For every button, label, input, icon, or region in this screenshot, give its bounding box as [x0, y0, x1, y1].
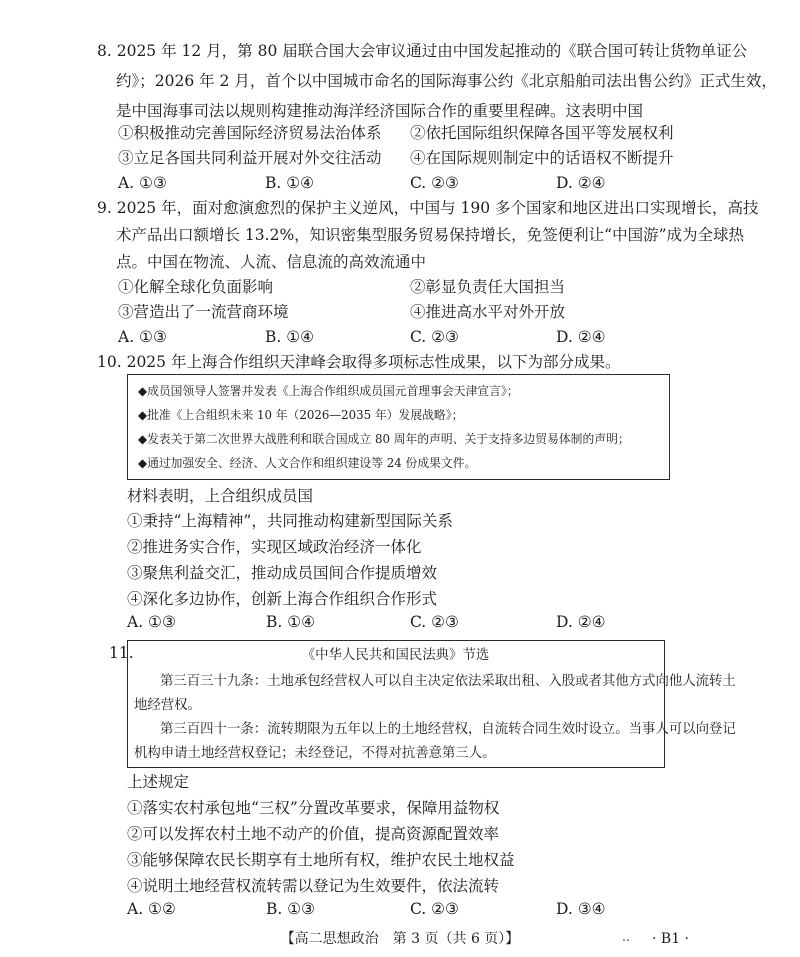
footer-code: · B1 · — [652, 931, 689, 947]
q8-item-4: ④在国际规则制定中的话语权不断提升 — [410, 149, 674, 167]
q11-law-box — [127, 640, 736, 768]
q11-box-line-1: 第三百三十九条：土地承包经营权人可以自主决定依法采取出租、入股或者其他方式向他人流转土 — [160, 674, 736, 689]
q9-option-d: D. ②④ — [556, 328, 606, 346]
q10-box-line-3: ◆发表关于第二次世界大战胜利和联合国成立 80 周年的声明、关于支持多边贸易体制的声明； — [138, 432, 630, 446]
q8-item-1: ①积极推动完善国际经济贸易法治体系 — [118, 124, 382, 142]
q11-item-2: ②可以发挥农村土地不动产的价值，提高资源配置效率 — [127, 825, 500, 843]
q10-stem: 10. 2025 年上海合作组织天津峰会取得多项标志性成果，以下为部分成果。 — [97, 353, 621, 371]
q10-item-1: ①秉持“上海精神”，共同推动构建新型国际关系 — [127, 512, 453, 530]
q10-box-line-1: ◆成员国领导人签署并发表《上海合作组织成员国元首理事会天津宣言》； — [138, 384, 519, 398]
q11-option-a: A. ①② — [127, 900, 176, 918]
q10-item-3: ③聚焦利益交汇，推动成员国间合作提质增效 — [127, 564, 438, 582]
footer-page-info: 【高二思想政治 第 3 页（共 6 页）】 — [280, 931, 520, 947]
q8-stem-line-1: 8. 2025 年 12 月，第 80 届联合国大会审议通过由中国发起推动的《联合国可转让货物单证公 — [97, 42, 748, 60]
q9-option-a: A. ①③ — [118, 328, 167, 346]
q8-item-2: ②依托国际组织保障各国平等发展权利 — [410, 124, 674, 142]
q9-item-1: ①化解全球化负面影响 — [118, 278, 274, 296]
q10-box-line-2: ◆批准《上合组织未来 10 年（2026—2035 年）发展战略》； — [138, 408, 464, 422]
q8-option-a: A. ①③ — [118, 174, 167, 192]
q11-option-b: B. ①③ — [266, 900, 316, 918]
q9-item-4: ④推进高水平对外开放 — [410, 303, 566, 321]
q9-option-c: C. ②③ — [410, 328, 459, 346]
q11-option-d: D. ③④ — [556, 900, 606, 918]
q8-stem-line-2: 约》；2026 年 2 月，首个以中国城市命名的国际海事公约《北京船舶司法出售公约》正式生效， — [116, 72, 777, 90]
q10-box-line-4: ◆通过加强安全、经济、人文合作和组织建设等 24 份成果文件。 — [138, 456, 477, 470]
q11-lead: 上述规定 — [127, 773, 190, 791]
q11-item-1: ①落实农村承包地“三权”分置改革要求，保障用益物权 — [127, 799, 500, 817]
q8-item-3: ③立足各国共同利益开展对外交往活动 — [118, 149, 382, 167]
q8-stem-line-3: 是中国海事司法以规则构建推动海洋经济国际合作的重要里程碑。这表明中国 — [116, 102, 644, 120]
q9-item-2: ②彰显负责任大国担当 — [410, 278, 566, 296]
q11-number: 11. — [109, 644, 134, 662]
q9-item-3: ③营造出了一流营商环境 — [118, 303, 289, 321]
footer-mark: ‥ — [622, 930, 631, 944]
q11-box-line-4: 机构申请土地经营权登记；未经登记，不得对抗善意第三人。 — [134, 746, 496, 761]
q10-option-a: A. ①③ — [127, 613, 176, 631]
q8-option-d: D. ②④ — [556, 174, 606, 192]
q10-option-b: B. ①④ — [266, 613, 316, 631]
q9-option-b: B. ①④ — [265, 328, 315, 346]
q11-item-4: ④说明土地经营权流转需以登记为生效要件，依法流转 — [127, 877, 500, 895]
q10-option-c: C. ②③ — [410, 613, 459, 631]
q8-option-b: B. ①④ — [265, 174, 315, 192]
q9-stem-line-3: 点。中国在物流、人流、信息流的高效流通中 — [116, 253, 427, 271]
q10-item-2: ②推进务实合作，实现区域政治经济一体化 — [127, 538, 422, 556]
q10-item-4: ④深化多边协作，创新上海合作组织合作形式 — [127, 590, 438, 608]
q8-option-c: C. ②③ — [410, 174, 459, 192]
q11-box-line-3: 第三百四十一条：流转期限为五年以上的土地经营权，自流转合同生效时设立。当事人可以向登记 — [160, 722, 736, 737]
q11-item-3: ③能够保障农民长期享有土地所有权，维护农民土地权益 — [127, 851, 515, 869]
q11-box-title: 《中华人民共和国民法典》节选 — [301, 648, 490, 663]
q11-box-line-2: 地经营权。 — [134, 698, 201, 713]
q10-option-d: D. ②④ — [556, 613, 606, 631]
q9-stem-line-1: 9. 2025 年，面对愈演愈烈的保护主义逆风，中国与 190 多个国家和地区进出口实现增长，高技 — [97, 199, 759, 217]
q10-lead: 材料表明，上合组织成员国 — [127, 487, 314, 505]
q10-material-box — [127, 374, 670, 480]
q11-option-c: C. ②③ — [410, 900, 459, 918]
q9-stem-line-2: 术产品出口额增长 13.2%，知识密集型服务贸易保持增长，免签便利让“中国游”成为全球热 — [116, 226, 745, 244]
